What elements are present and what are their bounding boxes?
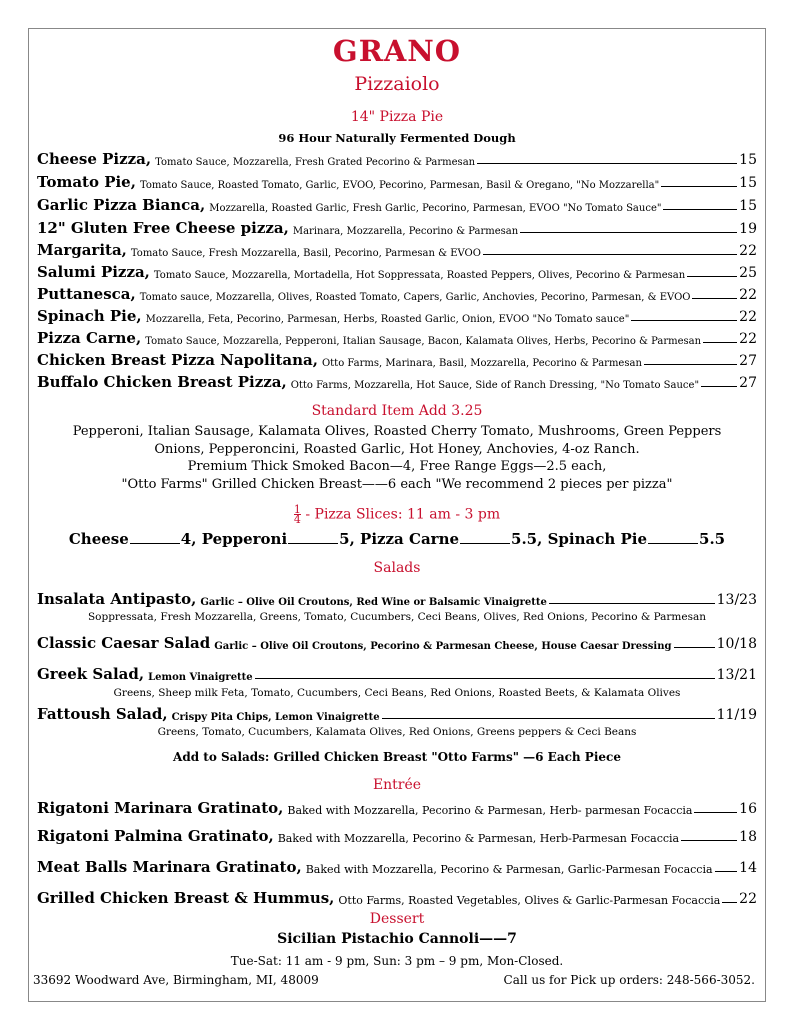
- pizza-item: [37, 307, 757, 325]
- leader-line: [382, 718, 715, 719]
- leader-line: [130, 543, 180, 544]
- item-price: 22: [739, 891, 757, 907]
- business-hours: Tue-Sat: 11 am - 9 pm, Sun: 3 pm – 9 pm, Mon-Closed.: [230, 954, 564, 968]
- item-desc: Mozzarella, Roasted Garlic, Fresh Garlic, Pecorino, Parmesan, EVOO "No Tomato Sauce": [209, 203, 662, 214]
- leader-line: [483, 254, 737, 255]
- item-price: 25: [739, 265, 757, 281]
- item-price: 14: [739, 860, 757, 876]
- entree-item: [37, 799, 757, 817]
- leader-line: [631, 320, 737, 321]
- item-desc: Tomato Sauce, Fresh Mozzarella, Basil, Pecorino, Parmesan & EVOO: [130, 248, 481, 259]
- slice-name: Pizza Carne: [360, 530, 460, 548]
- item-name: Spinach Pie,: [37, 307, 142, 325]
- leader-line: [477, 163, 737, 164]
- slice-name: Cheese: [68, 530, 129, 548]
- item-name: Rigatoni Marinara Gratinato,: [37, 799, 284, 817]
- item-price: 22: [739, 287, 757, 303]
- leader-line: [694, 812, 737, 813]
- salad-item: [37, 665, 757, 683]
- item-price: 13/21: [716, 667, 757, 683]
- leader-line: [644, 364, 737, 365]
- pizza-item: [37, 241, 757, 259]
- leader-line: [692, 298, 737, 299]
- entree-item: [37, 858, 757, 876]
- item-desc: Baked with Mozzarella, Pecorino & Parmesan, Herb- parmesan Focaccia: [287, 804, 693, 817]
- item-desc: Otto Farms, Roasted Vegetables, Olives & Garlic-Parmesan Focaccia: [338, 894, 721, 907]
- salads-title: Salads: [373, 560, 421, 576]
- salad-item: [37, 634, 757, 652]
- leader-line: [715, 871, 738, 872]
- item-price: 16: [739, 801, 757, 817]
- item-price: 15: [739, 175, 757, 191]
- item-name: Buffalo Chicken Breast Pizza,: [37, 373, 287, 391]
- item-name: 12" Gluten Free Cheese pizza,: [37, 219, 289, 237]
- item-name: Fattoush Salad,: [37, 705, 168, 723]
- entree-item: [37, 827, 757, 845]
- item-name: Tomato Pie,: [37, 173, 136, 191]
- slice-price: 5.5,: [511, 530, 543, 548]
- addons-title: Standard Item Add 3.25: [311, 403, 483, 419]
- slices-title-text: - Pizza Slices: 11 am - 3 pm: [300, 506, 501, 523]
- item-price: 27: [739, 375, 757, 391]
- leader-line: [255, 678, 715, 679]
- item-price: 19: [739, 221, 757, 237]
- item-desc: Tomato Sauce, Mozzarella, Mortadella, Hot Soppressata, Roasted Peppers, Olives, Pecorino & Parmesan: [153, 270, 686, 281]
- item-name: Cheese Pizza,: [37, 150, 152, 168]
- item-desc: Otto Farms, Mozzarella, Hot Sauce, Side of Ranch Dressing, "No Tomato Sauce": [290, 380, 700, 391]
- leader-line: [648, 543, 698, 544]
- slice-name: Spinach Pie: [547, 530, 648, 548]
- addons-line: Premium Thick Smoked Bacon—4, Free Range Eggs—2.5 each,: [187, 459, 607, 474]
- item-desc: Garlic – Olive Oil Croutons, Red Wine or Balsamic Vinaigrette: [200, 597, 547, 608]
- addons-line: Pepperoni, Italian Sausage, Kalamata Olives, Roasted Cherry Tomato, Mushrooms, Green Peppers: [72, 424, 722, 439]
- item-desc: Garlic – Olive Oil Croutons, Pecorino & Parmesan Cheese, House Caesar Dressing: [214, 641, 672, 652]
- item-desc: Tomato sauce, Mozzarella, Olives, Roasted Tomato, Capers, Garlic, Anchovies, Pecorino, Parmesan, & EVOO: [139, 292, 691, 303]
- address: 33692 Woodward Ave, Birmingham, MI, 48009: [33, 973, 319, 987]
- phone: Call us for Pick up orders: 248-566-3052.: [503, 973, 755, 987]
- pizza-section-subtitle: 96 Hour Naturally Fermented Dough: [278, 131, 516, 145]
- pizza-item: [37, 263, 757, 281]
- leader-line: [549, 603, 715, 604]
- leader-line: [681, 840, 737, 841]
- slices-title: [29, 505, 765, 524]
- footer: [33, 973, 755, 987]
- leader-line: [661, 186, 737, 187]
- entree-item: [37, 889, 757, 907]
- item-desc: Lemon Vinaigrette: [148, 672, 253, 683]
- salad-item: [37, 705, 757, 723]
- item-name: Chicken Breast Pizza Napolitana,: [37, 351, 318, 369]
- pizza-item: [37, 285, 757, 303]
- item-price: 15: [739, 198, 757, 214]
- item-name: Rigatoni Palmina Gratinato,: [37, 827, 274, 845]
- menu-page: [28, 28, 766, 1002]
- leader-line: [687, 276, 737, 277]
- slice-name: Pepperoni: [201, 530, 288, 548]
- slices-list: [29, 530, 765, 548]
- leader-line: [674, 647, 715, 648]
- pizza-item: [37, 219, 757, 237]
- leader-line: [701, 386, 737, 387]
- addons-line: Onions, Pepperoncini, Roasted Garlic, Hot Honey, Anchovies, 4-oz Ranch.: [154, 441, 640, 457]
- item-price: 18: [739, 829, 757, 845]
- salad-addon: Add to Salads: Grilled Chicken Breast "Otto Farms" —6 Each Piece: [173, 750, 621, 764]
- dessert-item: Sicilian Pistachio Cannoli——7: [277, 931, 517, 947]
- item-desc: Mozzarella, Feta, Pecorino, Parmesan, Herbs, Roasted Garlic, Onion, EVOO "No Tomato sauce": [145, 314, 630, 325]
- item-price: 22: [739, 331, 757, 347]
- item-name: Salumi Pizza,: [37, 263, 150, 281]
- addons-line: "Otto Farms" Grilled Chicken Breast——6 each "We recommend 2 pieces per pizza": [121, 476, 673, 492]
- pizza-item: [37, 196, 757, 214]
- item-price: 15: [739, 152, 757, 168]
- dessert-title: Dessert: [369, 911, 425, 927]
- slice-price: 5,: [339, 530, 355, 548]
- salad-item: [37, 590, 757, 608]
- slice-price: 4,: [180, 530, 197, 548]
- item-desc: Marinara, Mozzarella, Pecorino & Parmesan: [292, 226, 519, 237]
- pizza-item: [37, 329, 757, 347]
- item-desc: Tomato Sauce, Roasted Tomato, Garlic, EVOO, Pecorino, Parmesan, Basil & Oregano, "No Mozzarella": [139, 180, 660, 191]
- restaurant-name: GRANO: [332, 34, 462, 68]
- item-price: 11/19: [716, 707, 757, 723]
- item-name: Pizza Carne,: [37, 329, 142, 347]
- item-name: Margarita,: [37, 241, 127, 259]
- item-desc: Tomato Sauce, Mozzarella, Fresh Grated Pecorino & Parmesan: [155, 157, 476, 168]
- item-desc: Tomato Sauce, Mozzarella, Pepperoni, Italian Sausage, Bacon, Kalamata Olives, Herbs, Pecorino & Parmesan: [145, 336, 702, 347]
- item-name: Insalata Antipasto,: [37, 590, 197, 608]
- item-price: 27: [739, 353, 757, 369]
- leader-line: [288, 543, 338, 544]
- pizza-section-title: 14" Pizza Pie: [350, 109, 444, 125]
- item-name: Meat Balls Marinara Gratinato,: [37, 858, 302, 876]
- entree-title: Entrée: [372, 777, 422, 793]
- leader-line: [460, 543, 510, 544]
- item-name: Classic Caesar Salad: [37, 634, 211, 652]
- item-desc: Otto Farms, Marinara, Basil, Mozzarella, Pecorino & Parmesan: [321, 358, 642, 369]
- quarter-fraction: $\frac{1}{4}$: [293, 503, 301, 526]
- item-name: Puttanesca,: [37, 285, 136, 303]
- salad-note: Greens, Tomato, Cucumbers, Kalamata Olives, Red Onions, Greens peppers & Ceci Beans: [157, 726, 637, 738]
- salad-note: Soppressata, Fresh Mozzarella, Greens, Tomato, Cucumbers, Ceci Beans, Olives, Red Onions, Pecorino & Parmesan: [87, 611, 707, 623]
- item-name: Greek Salad,: [37, 665, 145, 683]
- item-desc: Baked with Mozzarella, Pecorino & Parmesan, Garlic-Parmesan Focaccia: [305, 863, 713, 876]
- pizza-item: [37, 150, 757, 168]
- pizza-item: [37, 373, 757, 391]
- item-price: 10/18: [716, 636, 757, 652]
- pizza-item: [37, 173, 757, 191]
- item-name: Garlic Pizza Bianca,: [37, 196, 206, 214]
- salad-note: Greens, Sheep milk Feta, Tomato, Cucumbers, Ceci Beans, Red Onions, Roasted Beets, & Kalamata Olives: [113, 687, 681, 699]
- leader-line: [703, 342, 737, 343]
- addons-list: [29, 423, 765, 493]
- leader-line: [520, 232, 737, 233]
- restaurant-tagline: Pizzaiolo: [354, 73, 440, 95]
- slice-price: 5.5: [699, 530, 726, 548]
- pizza-item: [37, 351, 757, 369]
- item-price: 22: [739, 309, 757, 325]
- leader-line: [663, 209, 737, 210]
- leader-line: [722, 902, 737, 903]
- item-desc: Baked with Mozzarella, Pecorino & Parmesan, Herb-Parmesan Focaccia: [277, 832, 680, 845]
- item-desc: Crispy Pita Chips, Lemon Vinaigrette: [171, 712, 380, 723]
- item-price: 22: [739, 243, 757, 259]
- item-price: 13/23: [716, 592, 757, 608]
- item-name: Grilled Chicken Breast & Hummus,: [37, 889, 335, 907]
